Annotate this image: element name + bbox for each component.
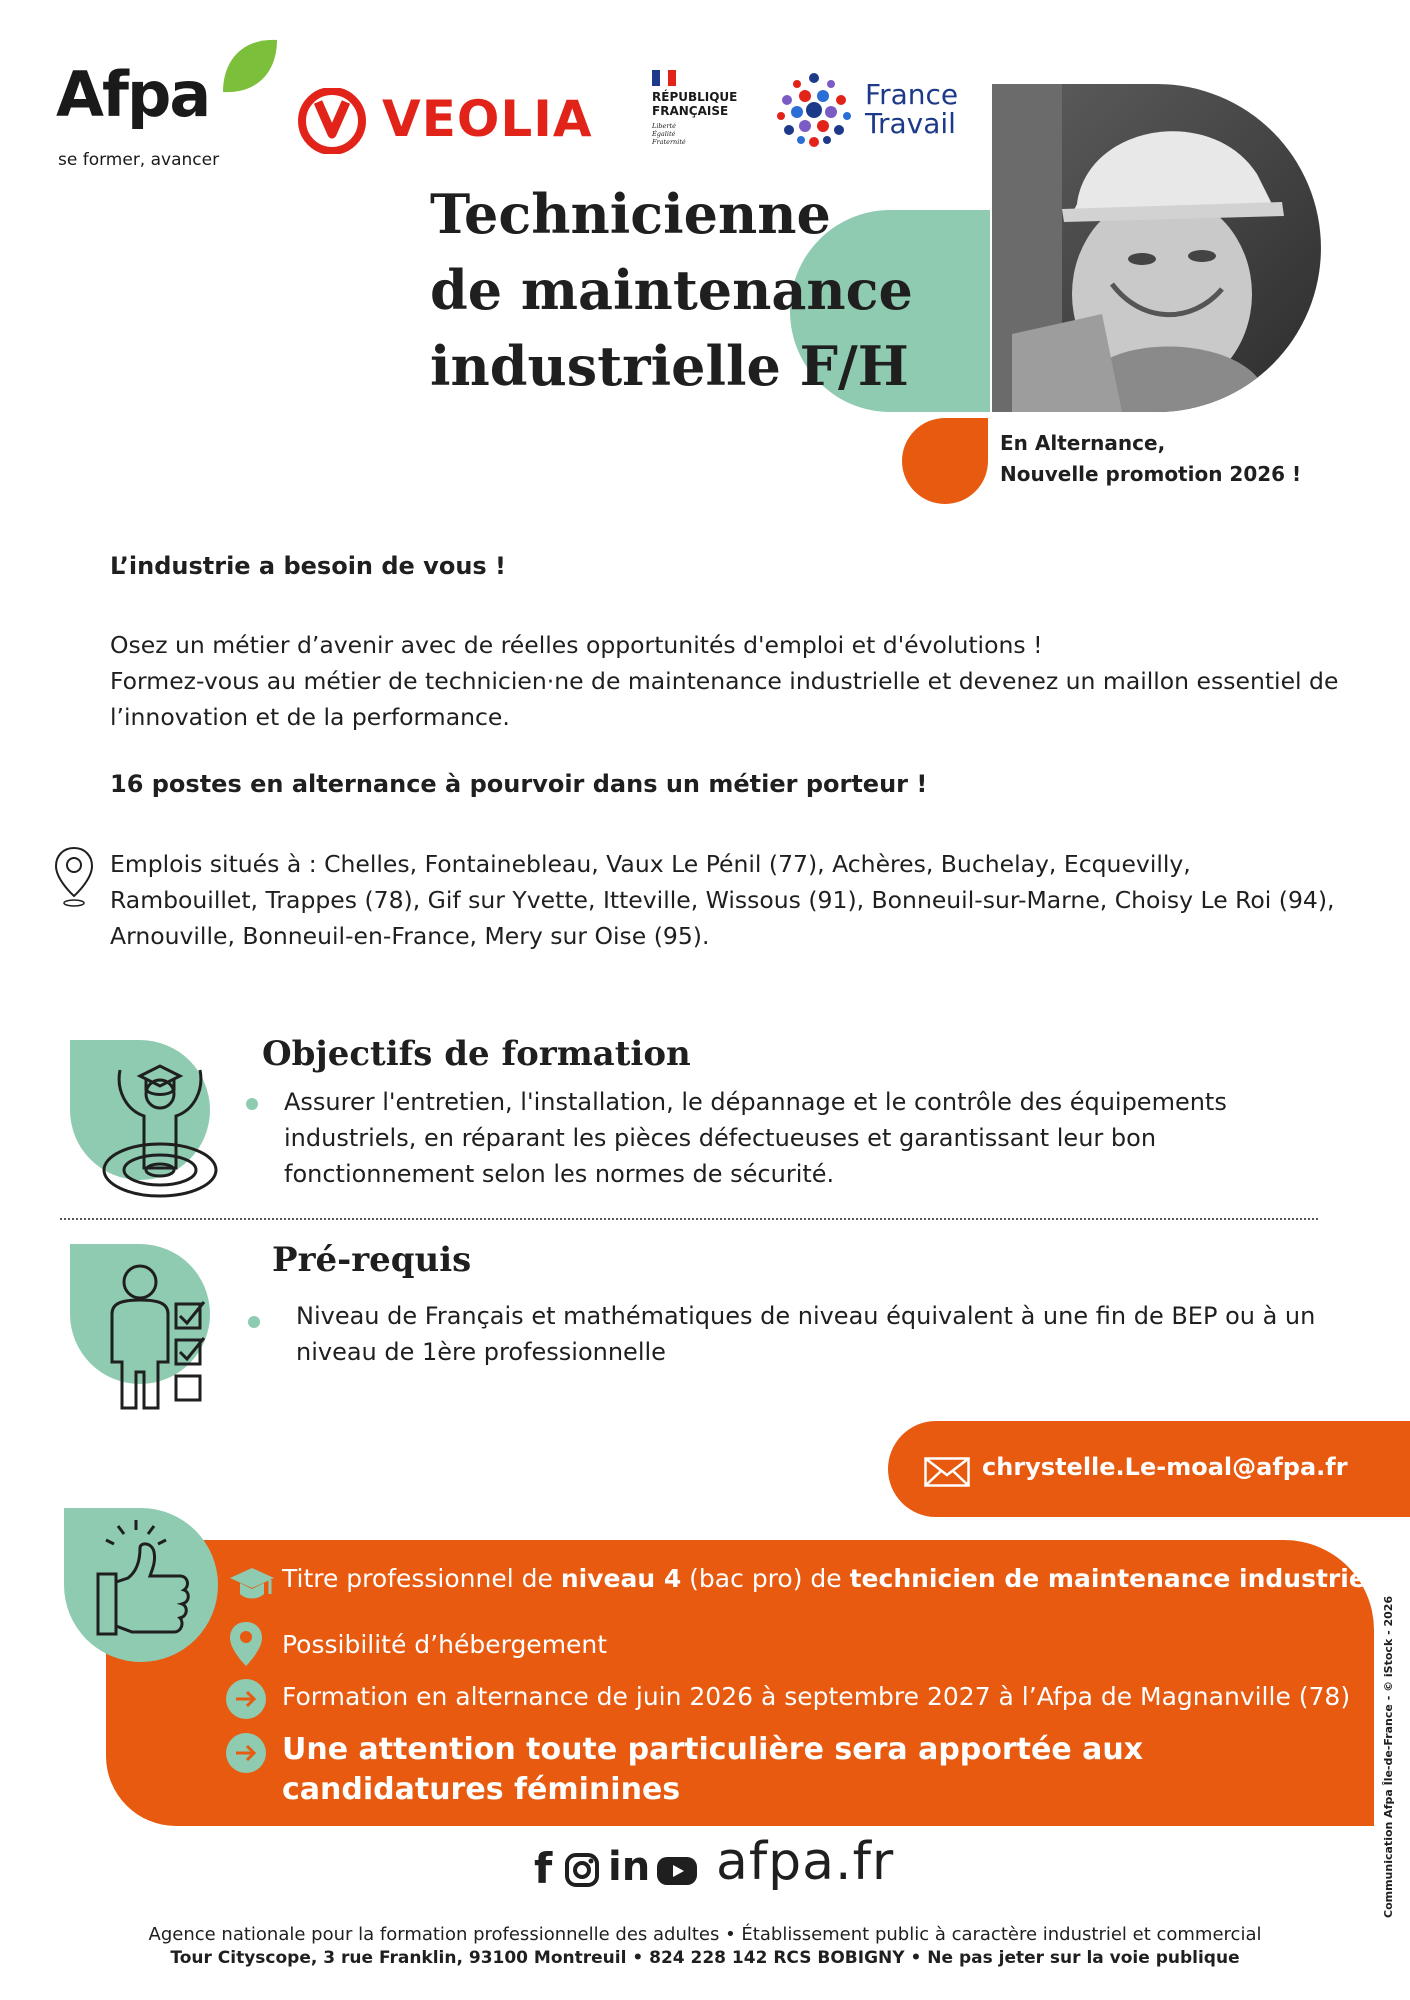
prerequis-item: Niveau de Français et mathématiques de niveau équivalent à une fin de BEP ou à un niveau de 1ère professionnelle bbox=[296, 1302, 1316, 1366]
intro-paragraph bbox=[110, 627, 1340, 735]
titre-part-b: niveau 4 bbox=[560, 1564, 682, 1593]
veolia-emblem-icon bbox=[296, 88, 368, 154]
afpa-wordmark: Afpa bbox=[56, 58, 210, 131]
page-title bbox=[430, 176, 913, 404]
objectifs-bullet bbox=[246, 1098, 258, 1110]
marianne-flag-icon bbox=[652, 70, 676, 86]
afpa-logo bbox=[56, 36, 286, 176]
intro-para-2: Formez-vous au métier de technicien·ne de maintenance industrielle et devenez un maillon essentiel de l’innovation et de la performance. bbox=[110, 667, 1339, 731]
title-line-1: Technicienne bbox=[430, 182, 831, 246]
objectifs-item: Assurer l'entretien, l'installation, le dépannage et le contrôle des équipements industriels, en réparant les pièces défectueuses et garantissant leur bon fonctionnement selon les normes de sécurité. bbox=[284, 1088, 1227, 1188]
section-divider bbox=[60, 1218, 1318, 1220]
ft-line2: Travail bbox=[865, 107, 956, 140]
side-copyright: Communication Afpa Île-de-France - © iStock - 2026 bbox=[1382, 1595, 1395, 1918]
titre-part-c: (bac pro) de bbox=[681, 1564, 850, 1593]
ft-line1: France bbox=[865, 78, 959, 111]
footer-line-2: Tour Cityscope, 3 rue Franklin, 93100 Montreuil • 824 228 142 RCS BOBIGNY • Ne pas jeter sur la voie publique bbox=[170, 1948, 1240, 1968]
highlight-formation: Formation en alternance de juin 2026 à septembre 2027 à l’Afpa de Magnanville (78) bbox=[282, 1682, 1351, 1711]
checklist-person-icon bbox=[100, 1262, 210, 1412]
facebook-icon[interactable]: f bbox=[534, 1844, 553, 1893]
hero-photo bbox=[992, 84, 1322, 412]
map-pin-icon bbox=[54, 846, 94, 908]
instagram-icon[interactable] bbox=[564, 1852, 600, 1888]
veolia-wordmark: VEOLIA bbox=[382, 90, 593, 148]
graduation-cap-icon bbox=[228, 1564, 276, 1604]
france-travail-dots-icon bbox=[775, 70, 853, 148]
graduate-target-icon bbox=[100, 1050, 220, 1200]
rf-line2: FRANÇAISE bbox=[652, 104, 729, 118]
badge-line-1: En Alternance, bbox=[1000, 431, 1166, 455]
badge-line-2: Nouvelle promotion 2026 ! bbox=[1000, 462, 1302, 486]
intro-heading: L’industrie a besoin de vous ! bbox=[110, 552, 506, 580]
france-travail-logo bbox=[775, 66, 975, 156]
arrow-circle-icon bbox=[226, 1679, 266, 1719]
highlight-attention: Une attention toute particulière sera apportée aux candidatures féminines bbox=[282, 1732, 1144, 1807]
orange-dot-decoration bbox=[902, 418, 988, 504]
footer-line-1: Agence nationale pour la formation professionnelle des adultes • Établissement public à caractère industriel et commercial bbox=[148, 1924, 1262, 1945]
email-address[interactable]: chrystelle.Le-moal@afpa.fr bbox=[982, 1453, 1348, 1481]
prerequis-title: Pré-requis bbox=[272, 1240, 472, 1280]
title-line-2: de maintenance bbox=[430, 258, 913, 322]
thumbs-up-icon bbox=[92, 1512, 196, 1644]
afpa-website-link[interactable]: afpa.fr bbox=[716, 1832, 895, 1892]
afpa-leaf-icon bbox=[219, 36, 279, 96]
highlight-titre bbox=[282, 1564, 1400, 1593]
rf-motto-3: Fraternité bbox=[652, 138, 686, 146]
intro-para-1: Osez un métier d’avenir avec de réelles opportunités d'emploi et d'évolutions ! bbox=[110, 631, 1043, 659]
rf-motto-2: Égalité bbox=[652, 130, 676, 138]
postes-highlight: 16 postes en alternance à pourvoir dans un métier porteur ! bbox=[110, 770, 928, 798]
objectifs-title: Objectifs de formation bbox=[262, 1034, 691, 1074]
alternance-badge bbox=[1000, 428, 1301, 490]
linkedin-icon[interactable]: in bbox=[608, 1844, 651, 1890]
republique-francaise-logo bbox=[650, 70, 760, 160]
title-line-3: industrielle F/H bbox=[430, 334, 909, 398]
afpa-tagline: se former, avancer bbox=[58, 150, 220, 170]
titre-part-d: technicien de maintenance industrielle bbox=[849, 1564, 1400, 1593]
highlight-hebergement: Possibilité d’hébergement bbox=[282, 1630, 608, 1659]
social-bar bbox=[530, 1832, 930, 1908]
youtube-icon[interactable] bbox=[656, 1856, 698, 1886]
arrow-circle-icon-2 bbox=[226, 1733, 266, 1773]
envelope-icon bbox=[924, 1457, 970, 1487]
veolia-logo bbox=[296, 86, 616, 156]
prerequis-bullet bbox=[248, 1316, 260, 1328]
map-pin-icon-highlight bbox=[228, 1620, 264, 1668]
email-contact[interactable] bbox=[888, 1421, 1410, 1517]
titre-part-a: Titre professionnel de bbox=[282, 1564, 561, 1593]
rf-motto-1: Liberté bbox=[652, 122, 676, 130]
rf-line1: RÉPUBLIQUE bbox=[652, 90, 738, 104]
locations-text: Emplois situés à : Chelles, Fontainebleau, Vaux Le Pénil (77), Achères, Buchelay, Ecquevilly, Rambouillet, Trappes (78), Gif sur Yvette, Itteville, Wissous (91), Bonneuil-sur-Marne, Choisy Le Roi (94), Arnouville, Bonneuil-en-France, Mery sur Oise (95). bbox=[110, 850, 1335, 950]
